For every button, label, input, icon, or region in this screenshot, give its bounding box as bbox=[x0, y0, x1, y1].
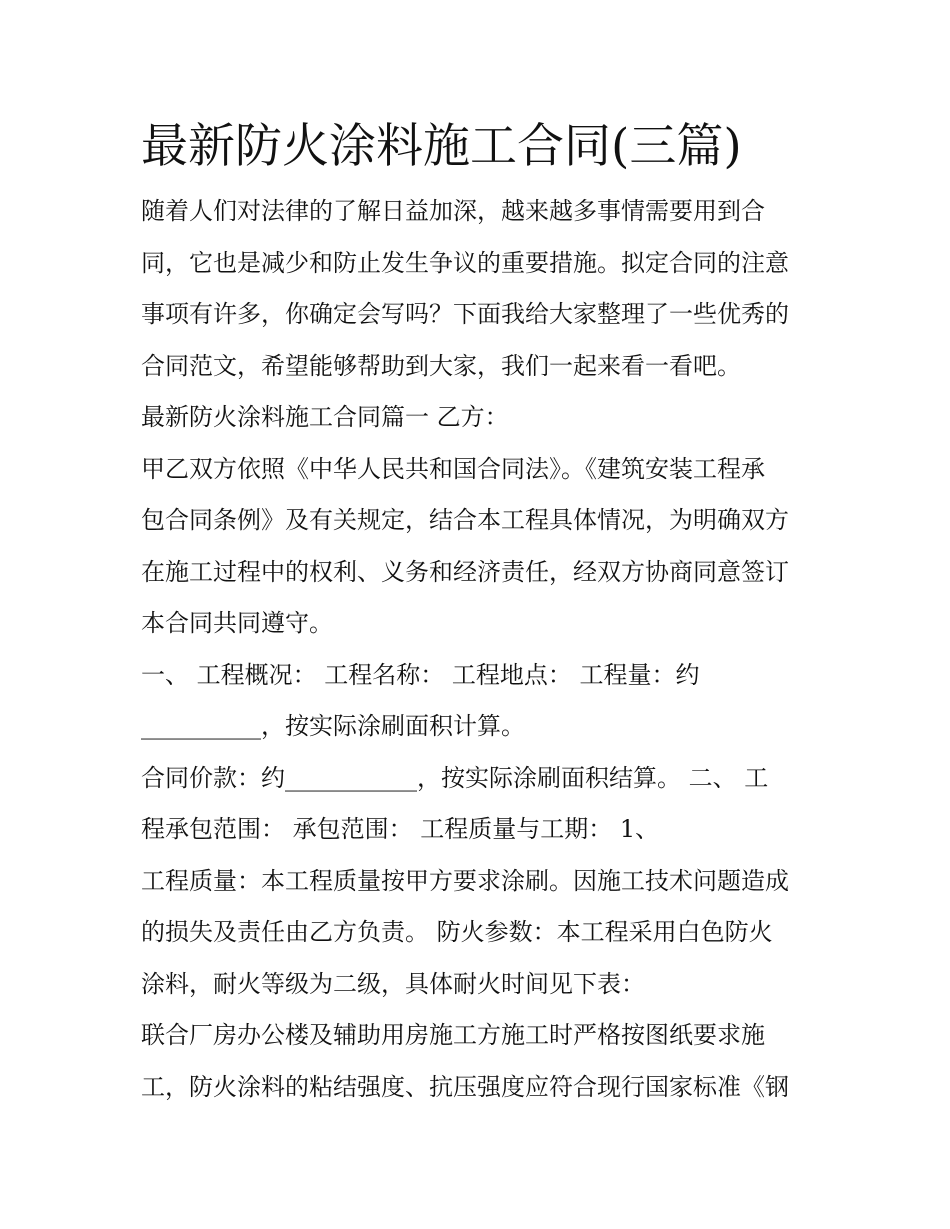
body-line: 事项有许多，你确定会写吗？下面我给大家整理了一些优秀的 bbox=[141, 300, 789, 328]
body-line: 在施工过程中的权利、义务和经济责任，经双方协商同意签订 bbox=[141, 557, 789, 586]
body-line: 甲乙双方依照《中华人民共和国合同法》。《建筑安装工程承 bbox=[141, 454, 765, 483]
body-line: 本合同共同遵守。 bbox=[141, 609, 333, 637]
body-line: 工，防火涂料的粘结强度、抗压强度应符合现行国家标准《钢 bbox=[141, 1072, 789, 1101]
body-line: 合同范文，希望能够帮助到大家，我们一起来看一看吧。 bbox=[141, 351, 741, 380]
body-line: 包合同条例》及有关规定，结合本工程具体情况，为明确双方 bbox=[141, 506, 789, 534]
body-line: 涂料，耐火等级为二级，具体耐火时间见下表： bbox=[141, 969, 645, 998]
body-line: 程承包范围： 承包范围： 工程质量与工期： 1、 bbox=[141, 815, 660, 843]
body-line: 随着人们对法律的了解日益加深，越来越多事情需要用到合 bbox=[141, 197, 765, 225]
section-heading: 最新防火涂料施工合同篇一 乙方： bbox=[141, 403, 509, 431]
body-line: 工程质量：本工程质量按甲方要求涂刷。因施工技术问题造成 bbox=[141, 866, 789, 895]
body-line: 一、 工程概况： 工程名称： 工程地点： 工程量：约 bbox=[141, 660, 700, 689]
body-line: 合同价款：约___________，按实际涂刷面积结算。 二、 工 bbox=[141, 763, 769, 792]
body-line: 的损失及责任由乙方负责。 防火参数：本工程采用白色防火 bbox=[141, 918, 773, 946]
document-title: 最新防火涂料施工合同(三篇) bbox=[141, 119, 742, 174]
body-line: 联合厂房办公楼及辅助用房施工方施工时严格按图纸要求施 bbox=[141, 1021, 765, 1049]
document-page bbox=[141, 108, 813, 1113]
body-line: __________，按实际涂刷面积计算。 bbox=[141, 712, 525, 740]
document-body bbox=[141, 186, 813, 1113]
body-line: 同，它也是减少和防止发生争议的重要措施。拟定合同的注意 bbox=[141, 248, 789, 277]
